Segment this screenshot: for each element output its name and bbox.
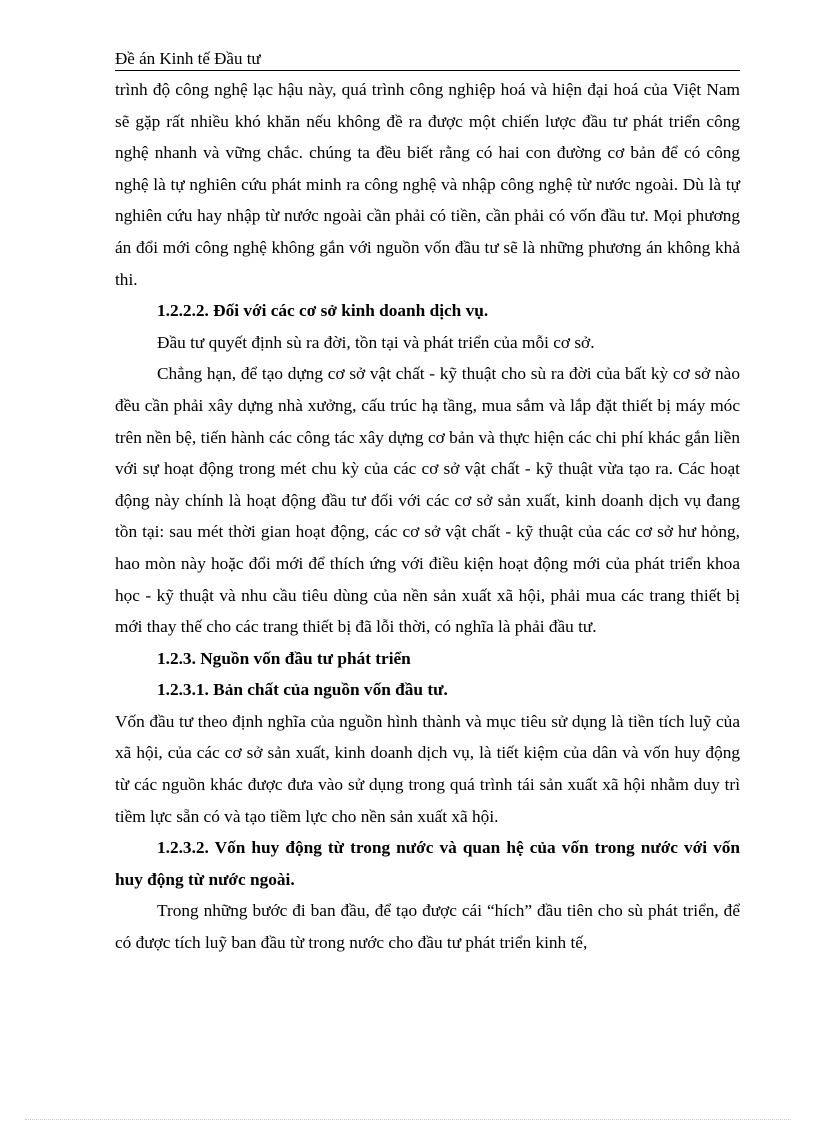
page-header [115,48,740,71]
paragraph-investment-decides: Đầu tư quyết định sù ra đời, tồn tại và phát triển của mỗi cơ sở. [157,332,595,352]
paragraph-technology-investment: trình độ công nghệ lạc hậu này, quá trình công nghiệp hoá và hiện đại hoá của Việt Nam sẽ gặp rất nhiều khó khăn nếu không đề ra được một chiến lược đầu tư phát triển công nghệ nhanh và vững chắc. chúng ta đều biết rằng có hai con đường cơ bản để có công nghệ là tự nghiên cứu phát minh ra công nghệ và nhập công nghệ từ nước ngoài. Dù là tự nghiên cứu hay nhập từ nước ngoài cần phải có tiền, cần phải có vốn đầu tư. Mọi phương án đổi mới công nghệ không gắn với nguồn vốn đầu tư sẽ là những phương án không khả thi. [115,80,740,289]
heading-capital-nature: 1.2.3.1. Bản chất của nguồn vốn đầu tư. [157,680,448,700]
paragraph-example-facilities: Chẳng hạn, để tạo dựng cơ sở vật chất - kỹ thuật cho sù ra đời của bất kỳ cơ sở nào đều cần phải xây dựng nhà xưởng, cấu trúc hạ tầng, mua sắm và lắp đặt thiết bị máy móc trên nền bệ, tiến hành các công tác xây dựng cơ bản và thực hiện các chi phí khác gắn liền với sự hoạt động trong mét chu kỳ của các cơ sở vật chất - kỹ thuật vừa tạo ra. Các hoạt động này chính là hoạt động đầu tư đối với các cơ sở sản xuất, kinh doanh dịch vụ đang tồn tại: sau mét thời gian hoạt động, các cơ sở vật chất - kỹ thuật của các cơ sở hư hỏng, hao mòn này hoặc đổi mới để thích ứng với điều kiện hoạt động mới của phát triển khoa học - kỹ thuật và nhu cầu tiêu dùng của nền sản xuất xã hội, phải mua các trang thiết bị mới thay thế cho các trang thiết bị đã lỗi thời, có nghĩa là phải đầu tư. [115,364,740,637]
header-title: Đề án Kinh tế Đầu tư [115,49,261,68]
heading-service-businesses: 1.2.2.2. Đối với các cơ sở kinh doanh dịch vụ. [157,301,489,321]
heading-domestic-foreign-capital: 1.2.3.2. Vốn huy động từ trong nước và quan hệ của vốn trong nước với vốn huy động từ nước ngoài. [115,838,740,889]
document-body [115,74,740,959]
page-bottom-divider [25,1119,791,1120]
heading-capital-sources: 1.2.3. Nguồn vốn đầu tư phát triển [157,648,411,668]
paragraph-initial-steps: Trong những bước đi ban đầu, để tạo được cái “hích” đầu tiên cho sù phát triển, để có được tích luỹ ban đầu từ trong nước cho đầu tư phát triển kinh tế, [115,901,740,953]
paragraph-capital-definition: Vốn đầu tư theo định nghĩa của nguồn hình thành và mục tiêu sử dụng là tiền tích luỹ của xã hội, của các cơ sở sản xuất, kinh doanh dịch vụ, là tiết kiệm của dân và vốn huy động từ các nguồn khác được đưa vào sử dụng trong quá trình tái sản xuất xã hội nhằm duy trì tiềm lực sẵn có và tạo tiềm lực cho nền sản xuất xã hội. [115,711,740,826]
